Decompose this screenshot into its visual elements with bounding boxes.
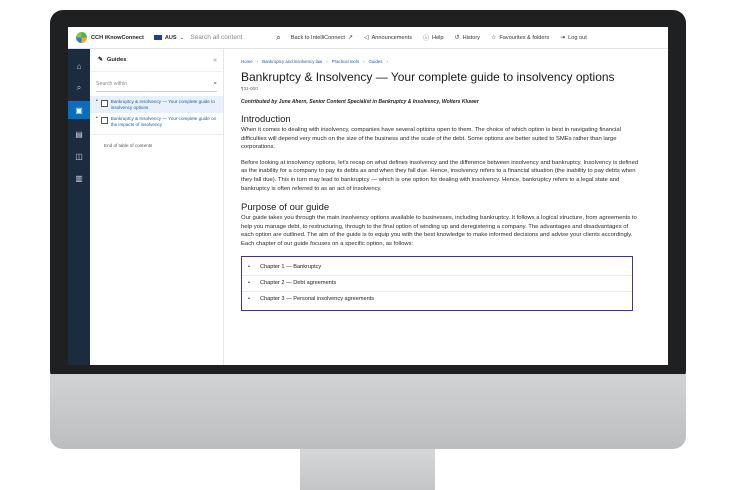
back-link-label: Back to IntelliConnect	[290, 34, 345, 41]
chapter-list	[241, 256, 633, 311]
purpose-heading: Purpose of our guide	[241, 202, 330, 214]
chapter-label: Chapter 1 — Bankruptcy	[259, 264, 322, 271]
toc-title: Guides	[106, 57, 127, 63]
bullet-icon: •	[248, 264, 250, 271]
history-icon: ↺	[454, 35, 460, 41]
screen	[68, 27, 668, 365]
chevron-right-icon: ›	[386, 59, 388, 64]
chapter-label: Chapter 3 — Personal insolvency agreements	[259, 296, 375, 303]
toc-item-label: Bankruptcy & Insolvency — Your complete guide on the impacts of insolvency	[110, 116, 217, 127]
bullet-icon: •	[96, 98, 98, 104]
chevron-down-icon: ⌄	[179, 34, 185, 41]
breadcrumb-item[interactable]: Guides	[368, 59, 383, 64]
top-nav-links	[291, 33, 587, 42]
external-link-icon: ↗	[347, 35, 353, 41]
monitor-stand	[300, 449, 435, 490]
news-icon[interactable]: ▤	[75, 129, 83, 139]
help-link[interactable]	[423, 33, 444, 42]
book-icon[interactable]: ◫	[75, 151, 83, 161]
history-label: History	[462, 34, 480, 41]
toc-item[interactable]	[90, 113, 223, 130]
page-title: Bankruptcy & Insolvency — Your complete guide to insolvency options	[241, 70, 615, 84]
star-icon: ☆	[490, 35, 497, 41]
help-label: Help	[432, 34, 444, 41]
brand-logo-icon	[76, 32, 87, 43]
list-item[interactable]	[242, 292, 632, 307]
tools-icon: ✎	[98, 57, 103, 63]
bullet-icon: •	[96, 115, 98, 122]
breadcrumb-item[interactable]: Home	[241, 59, 253, 64]
region-label: AUS	[164, 34, 177, 41]
search-icon[interactable]: ⌕	[76, 83, 82, 92]
briefcase-icon[interactable]: ▣	[68, 101, 90, 119]
contributor-line: Contributed by June Ahern, Senior Content Specialist in Bankruptcy & Insolvency, Wolters Kluwer	[241, 99, 479, 105]
purpose-paragraph: Our guide takes you through the main insolvency options available to businesses, including bankruptcy. It follows a logical structure, from agreements to help you manage debt, to restructuring, through to the final option of winding up and deregistering a company. The advantages and disadvantages of each option are outlined. The aim of the guide is to equip you with the best knowledge to make informed decisions and advise your clients accordingly. Each chapter of our guide focuses on a specific option, as follows:	[241, 215, 637, 247]
list-item[interactable]	[242, 260, 632, 276]
toc-checkbox[interactable]	[101, 117, 108, 124]
search-icon[interactable]: ⌕	[213, 79, 217, 87]
toc-search-placeholder: Search within	[96, 80, 128, 87]
logout-label: Log out	[568, 34, 587, 41]
search-input[interactable]: Search all content	[190, 34, 243, 41]
logout-icon: ⇥	[560, 35, 566, 41]
back-to-intelliconnect-link[interactable]	[291, 34, 353, 41]
intro-paragraph-2: Before looking at insolvency options, let's recap on what defines insolvency and the difference between insolvency and bankruptcy. Insolvency is defined as the inability for a company to pay its debts as and when they fall due. Hence, insolvency refers to a financial situation (the inability to pay debts when they fall due). This in turn may lead to bankruptcy — which is one option for dealing with insolvency. Hence, bankruptcy refers to a legal state and bankruptcy is often referred to as an act of insolvency.	[241, 159, 639, 192]
toc-checkbox[interactable]	[101, 100, 108, 107]
logout-link[interactable]	[560, 34, 587, 41]
table-of-contents	[90, 49, 224, 365]
toc-item-label: Bankruptcy & Insolvency — Your complete guide to insolvency options	[110, 99, 215, 110]
announcements-label: Announcements	[371, 34, 413, 41]
australia-flag-icon	[154, 35, 162, 40]
chevron-right-icon: ›	[363, 59, 365, 64]
toc-search-input[interactable]	[96, 76, 217, 92]
chevron-right-icon: ›	[256, 59, 259, 64]
help-icon: ⓘ	[423, 36, 430, 42]
breadcrumb-item[interactable]: Practical tools	[331, 59, 360, 64]
list-item[interactable]	[242, 276, 632, 292]
announcements-link[interactable]	[364, 34, 412, 41]
library-icon[interactable]: ▥	[75, 173, 83, 183]
chapter-label: Chapter 2 — Debt agreements	[259, 280, 337, 287]
article-content	[241, 49, 641, 365]
bullet-icon: •	[248, 296, 250, 303]
home-icon[interactable]: ⌂	[76, 61, 82, 71]
collapse-icon[interactable]: «	[213, 56, 217, 64]
favourites-label: Favourites & folders	[499, 34, 550, 41]
intro-paragraph-1: When it comes to dealing with insolvency, companies have several options open to them. The choice of which option is best in navigating financial difficulties will depend very much on the size of the business and the scale of the debt. Some options are better suited to SMEs rather than large corporations.	[241, 127, 621, 151]
bullet-icon: •	[248, 280, 250, 287]
intro-heading: Introduction	[241, 114, 291, 125]
monitor-chin	[50, 374, 686, 449]
toc-header	[90, 49, 223, 72]
favourites-link[interactable]	[491, 34, 549, 41]
brand-name: CCH iKnowConnect	[91, 34, 144, 41]
breadcrumb-item[interactable]: Bankruptcy and insolvency law	[262, 59, 323, 64]
left-rail	[68, 49, 90, 365]
search-icon[interactable]: ⌕	[276, 32, 281, 42]
megaphone-icon: ◁	[363, 35, 369, 41]
chevron-right-icon: ›	[326, 59, 328, 64]
region-selector[interactable]	[154, 35, 185, 41]
toc-item[interactable]	[90, 96, 223, 113]
breadcrumb	[241, 59, 641, 64]
history-link[interactable]	[455, 34, 480, 41]
top-bar	[68, 27, 668, 49]
paragraph-reference: ¶31-000	[241, 86, 258, 91]
toc-end-label: End of table of contents	[90, 134, 223, 156]
